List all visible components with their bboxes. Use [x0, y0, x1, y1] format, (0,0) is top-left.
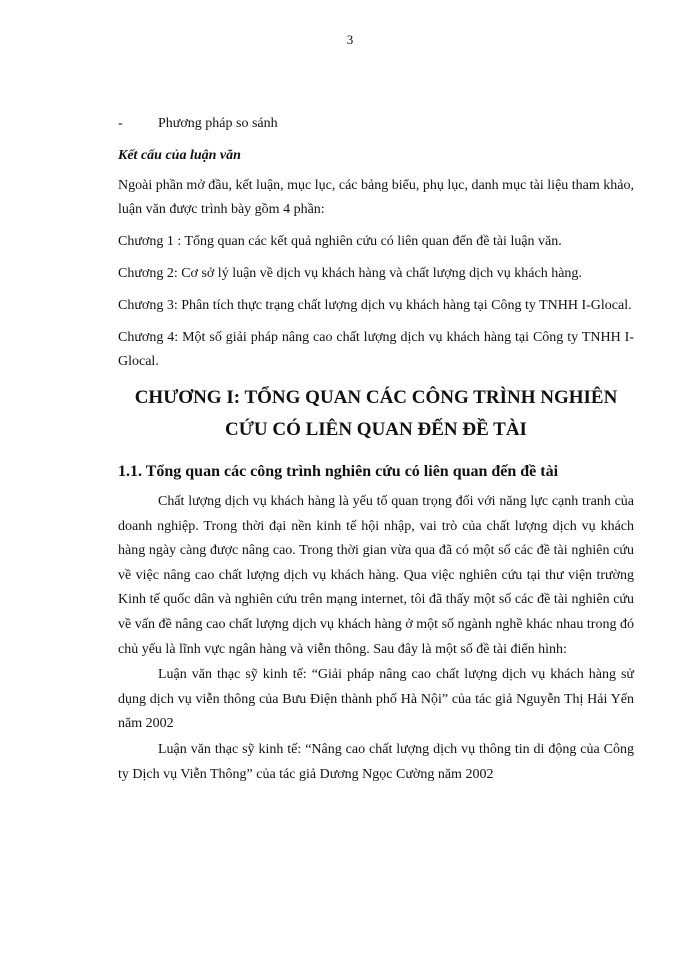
chapter-summary-3: Chương 3: Phân tích thực trạng chất lượng dịch vụ khách hàng tại Công ty TNHH I-Glocal.: [118, 298, 632, 313]
bullet-item: [118, 112, 634, 136]
body-paragraph-1: Chất lượng dịch vụ khách hàng là yếu tố quan trọng đối với năng lực cạnh tranh của doanh nghiệp. Trong thời đại nền kinh tế hội nhập, vai trò của chất lượng dịch vụ khách hàng ngày càng được nâng cao. Trong thời gian vừa qua đã có một số các đề tài nghiên cứu về việc nâng cao chất lượng dịch vụ khách hàng. Qua việc nghiên cứu tại thư viện trường Kinh tế quốc dân và nghiên cứu trên mạng internet, tôi đã thấy một số các đề tài nghiên cứu về vấn đề nâng cao chất lượng dịch vụ khách hàng ở một số ngành nghề khác nhau trong đó chủ yếu là lĩnh vực ngân hàng và viễn thông. Sau đây là một số đề tài điển hình:: [118, 494, 634, 657]
body-paragraph-2: Luận văn thạc sỹ kinh tế: “Giải pháp nâng cao chất lượng dịch vụ khách hàng sử dụng dịch vụ viễn thông của Bưu Điện thành phố Hà Nội” của tác giả Nguyễn Thị Hải Yến năm 2002: [118, 667, 634, 732]
section-title: 1.1. Tổng quan các công trình nghiên cứu có liên quan đến đề tài: [118, 463, 559, 480]
page-number: 3: [346, 32, 354, 47]
bullet-text: Phương pháp so sánh: [158, 116, 278, 131]
chapter-title: [118, 382, 634, 446]
structure-heading: Kết cấu của luận văn: [118, 148, 241, 163]
body-paragraph-3: Luận văn thạc sỹ kinh tế: “Nâng cao chất lượng dịch vụ thông tin di động của Công ty Dịch vụ Viễn Thông” của tác giả Dương Ngọc Cường năm 2002: [118, 741, 634, 782]
bullet-dash: -: [118, 116, 123, 131]
chapter-title-line-1: CHƯƠNG I: TỔNG QUAN CÁC CÔNG TRÌNH NGHIÊN: [134, 387, 618, 408]
document-body: [118, 112, 634, 788]
chapter-summary-2: Chương 2: Cơ sở lý luận về dịch vụ khách hàng và chất lượng dịch vụ khách hàng.: [118, 266, 582, 281]
intro-paragraph: Ngoài phần mở đầu, kết luận, mục lục, các bảng biểu, phụ lục, danh mục tài liệu tham khảo, luận văn được trình bày gồm 4 phần:: [118, 178, 634, 217]
chapter-summary-4: Chương 4: Một số giải pháp nâng cao chất lượng dịch vụ khách hàng tại Công ty TNHH I-Glocal.: [118, 330, 634, 369]
chapter-summary-1: Chương 1 : Tổng quan các kết quả nghiên cứu có liên quan đến đề tài luận văn.: [118, 234, 562, 249]
chapter-title-line-2: CỨU CÓ LIÊN QUAN ĐẾN ĐỀ TÀI: [225, 419, 527, 440]
